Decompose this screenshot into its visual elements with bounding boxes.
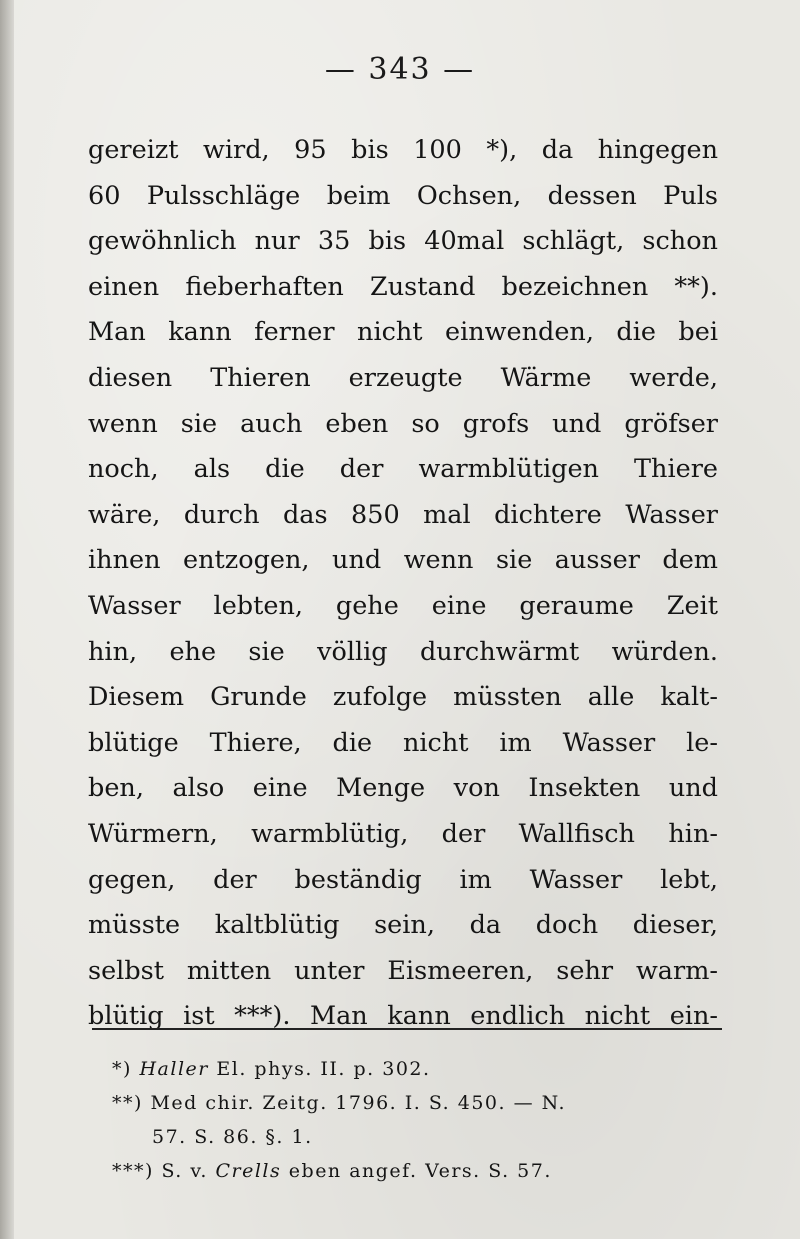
footnote-author: Crells xyxy=(215,1160,282,1182)
text-line: einen fieberhaften Zustand bezeichnen **). xyxy=(88,271,718,302)
text-line: wenn sie auch eben so grofs und gröfser xyxy=(88,408,718,439)
footnote-3 xyxy=(112,1154,727,1188)
text-line: gewöhnlich nur 35 bis 40mal schlägt, schon xyxy=(88,226,718,257)
text-line: blütig ist ***). Man kann endlich nicht ein- xyxy=(88,1001,718,1032)
text-line: hin, ehe sie völlig durchwärmt würden. xyxy=(88,636,718,667)
page-binding-edge xyxy=(0,0,14,1239)
text-line: Man kann ferner nicht einwenden, die bei xyxy=(88,317,718,348)
footnote-1 xyxy=(112,1052,727,1086)
text-line: Wasser lebten, gehe eine geraume Zeit xyxy=(88,590,718,621)
footnote-mark: **) xyxy=(112,1092,143,1114)
text-line: ben, also eine Menge von Insekten und xyxy=(88,773,718,804)
text-line: gereizt wird, 95 bis 100 *), da hingegen xyxy=(88,135,718,165)
text-line: noch, als die der warmblütigen Thiere xyxy=(88,454,718,485)
footnote-mark: ***) xyxy=(112,1160,154,1182)
text-line: ihnen entzogen, und wenn sie ausser dem xyxy=(88,545,718,576)
footnote-author: Haller xyxy=(139,1058,209,1080)
text-line: diesen Thieren erzeugte Wärme werde, xyxy=(88,362,718,393)
text-line: Würmern, warmblütig, der Wallfisch hin- xyxy=(88,818,718,849)
footnote-reference: El. phys. II. p. 302. xyxy=(216,1058,431,1080)
footnote-reference: Med chir. Zeitg. 1796. I. S. 450. — N. xyxy=(150,1092,567,1114)
page-number: — 343 — xyxy=(324,52,476,87)
main-text xyxy=(88,128,718,1040)
footnote-2 xyxy=(112,1086,727,1120)
footnotes xyxy=(112,1052,727,1188)
text-line: Diesem Grunde zufolge müssten alle kalt- xyxy=(88,682,718,713)
footnote-mark: *) xyxy=(112,1058,132,1080)
text-line: blütige Thiere, die nicht im Wasser le- xyxy=(88,727,718,758)
footnote-divider xyxy=(92,1028,722,1030)
footnote-2-continuation: 57. S. 86. §. 1. xyxy=(152,1126,313,1148)
footnote-reference: eben angef. Vers. S. 57. xyxy=(288,1160,552,1182)
text-line: wäre, durch das 850 mal dichtere Wasser xyxy=(88,499,718,530)
text-line: gegen, der beständig im Wasser lebt, xyxy=(88,864,718,895)
text-line: 60 Pulsschläge beim Ochsen, dessen Puls xyxy=(88,180,718,211)
text-line: müsste kaltblütig sein, da doch dieser, xyxy=(88,910,718,941)
footnote-prefix: S. v. xyxy=(161,1160,208,1182)
text-line: selbst mitten unter Eismeeren, sehr warm- xyxy=(88,955,718,986)
